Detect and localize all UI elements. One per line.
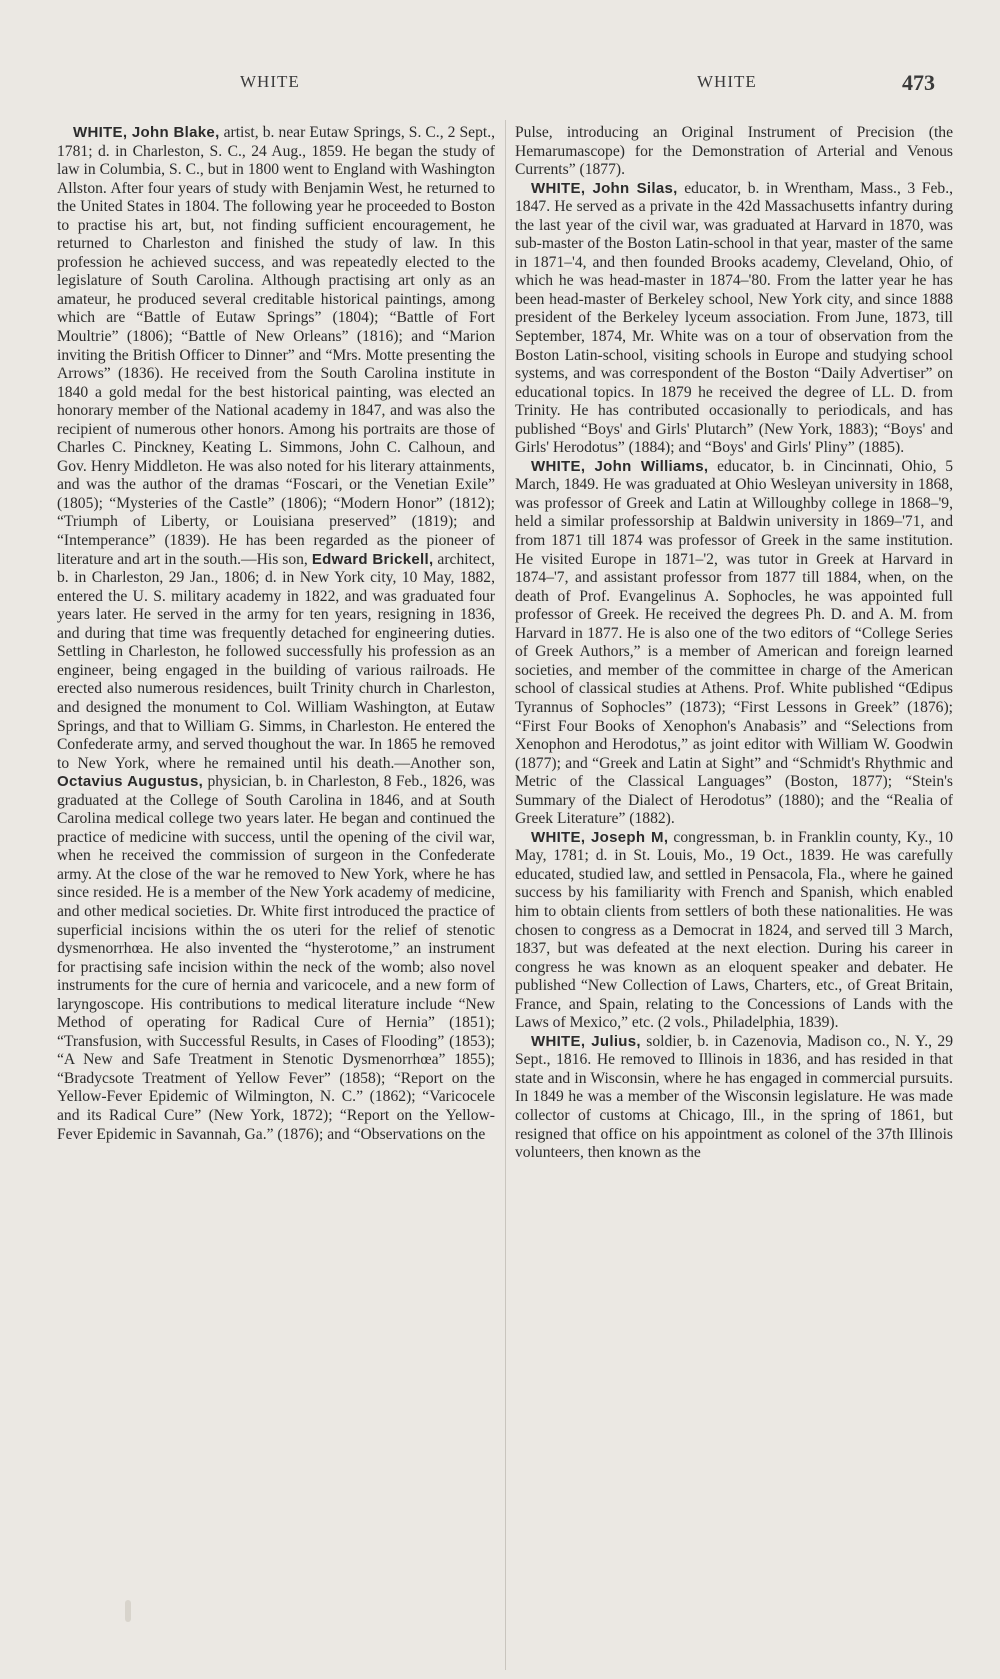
entry-john-blake-white xyxy=(57,124,495,1144)
sub-entry-heading: Octavius Augustus, xyxy=(57,773,204,791)
entry-body: artist, b. near Eutaw Springs, S. C., 2 Sept., 1781; d. in Charleston, S. C., 24 Aug., 1859. He began the study of law in Columbia, S. C., but in 1800 went to England with Washington Allston. After four years of study with Benjamin West, he returned to the United States in 1804. The following year he proceeded to Boston to practise his art, but, not finding sufficient encouragement, he returned to Charleston and finished the study of law. In this profession he achieved success, and was repeatedly elected to the legislature of South Carolina. Although practising art only as an amateur, he produced several creditable historical paintings, among which are “Battle of Eutaw Springs” (1804); “Battle of Fort Moultrie” (1806); “Battle of New Orleans” (1816); and “Marion inviting the British Officer to Dinner” and “Mrs. Motte presenting the Arrows” (1836). He received from the South Carolina institute in 1840 a gold medal for the best historical painting, was elected an honorary member of the National academy in 1847, and was also the recipient of numerous other honors. Among his portraits are those of Charles C. Pinckney, Keating L. Simmons, John C. Calhoun, and Gov. Henry Middleton. He was also noted for his literary attainments, and was the author of the dramas “Foscari, or the Venetian Exile” (1805); “Mysteries of the Castle” (1806); “Modern Honor” (1812); “Triumph of Liberty, or Louisiana preserved” (1819); and “Intemperance” (1839). He has been regarded as the pioneer of literature and art in the south.—His son, xyxy=(57,124,495,568)
entry-continuation: Pulse, introducing an Original Instrument of Precision (the Hemarumascope) for the Demonstration of Arterial and Venous Currents” (1877). xyxy=(515,124,953,179)
running-header xyxy=(0,70,1000,100)
page-number: 473 xyxy=(902,70,935,95)
left-column xyxy=(57,124,495,1144)
entry-body: soldier, b. in Cazenovia, Madison co., N. Y., 29 Sept., 1816. He removed to Illinois in 1836, and has resided in that state and in Wisconsin, where he has engaged in commercial pursuits. In 1849 he was a member of the Wisconsin legislature. He was made collector of customs at Chicago, Ill., in the spring of 1861, but resigned that office on his appointment as colonel of the 37th Illinois volunteers, then known as the xyxy=(515,1032,953,1162)
sub-entry-heading: Edward Brickell, xyxy=(311,550,434,568)
entry-body: educator, b. in Wrentham, Mass., 3 Feb., 1847. He served as a private in the 42d Massachusetts infantry during the last year of the civil war, was graduated at Harvard in 1870, was sub-master of the Boston Latin-school in that year, master of the same in 1871–'4, and then founded Brooks academy, Cleveland, Ohio, of which he was head-master in 1874–'80. From the latter year he has been head-master of Berkeley school, New York city, and since 1888 president of the Berkeley lyceum association. From June, 1873, till September, 1874, Mr. White was on a tour of observation from the Boston Latin-school, visiting schools in Europe and studying school systems, and was correspondent of the Boston “Daily Advertiser” on educational topics. In 1879 he received the degree of LL. D. from Trinity. He has contributed occasionally to periodicals, and has published “Boys' and Girls' Plutarch” (New York, 1883); “Boys' and Girls' Herodotus” (1884); and “Boys' and Girls' Pliny” (1885). xyxy=(515,179,953,457)
entry-body: congressman, b. in Franklin county, Ky., 10 May, 1781; d. in St. Louis, Mo., 19 Oct., 1839. He was carefully educated, studied law, and settled in Pensacola, Fla., where he gained success by his familiarity with French and Spanish, which enabled him to obtain clients from settlers of both these nationalities. He was chosen to congress as a Democrat in 1824, and served till 3 March, 1837, but was defeated at the next election. During his career in congress he was known as an eloquent speaker and debater. He published “New Collection of Laws, Charters, etc., of Great Britain, France, and Spain, relating to the Concessions of Lands with the Laws of Mexico,” etc. (2 vols., Philadelphia, 1839). xyxy=(515,828,954,1032)
entry-john-silas-white xyxy=(515,180,953,458)
entry-heading: WHITE, John Silas, xyxy=(531,179,678,197)
entry-heading: WHITE, Julius, xyxy=(531,1032,641,1050)
entry-body: educator, b. in Cincinnati, Ohio, 5 March, 1849. He was graduated at Ohio Wesleyan university in 1868, was professor of Greek and Latin at Willoughby college in 1868–'9, held a similar professorship at Baldwin university in 1869–'71, and from 1871 till 1874 was professor of Greek in the same institution. He visited Europe in 1871–'2, was tutor in Greek at Harvard in 1874–'7, and assistant professor from 1877 till 1884, when, on the death of Prof. Evangelinus A. Sophocles, he was appointed full professor of Greek. He received the degrees Ph. D. and A. M. from Harvard in 1877. He is also one of the two editors of “College Series of Greek Authors,” is a member of American and foreign learned societies, and member of the committee in charge of the American school of classical studies at Athens. Prof. White published “Œdipus Tyrannus of Sophocles” (1873); “First Lessons in Greek” (1876); “First Four Books of Xenophon's Anabasis” and “Selections from Xenophon and Herodotus,” as joint editor with William W. Goodwin (1877); and “Greek and Latin at Sight” and “Schmidt's Rhythmic and Metric of the Classical Languages” (Boston, 1877); “Stein's Summary of the Dialect of Herodotus” (1880); and the “Realia of Greek Literature” (1882). xyxy=(515,457,953,828)
header-right-title: WHITE xyxy=(697,72,757,91)
entry-heading: WHITE, John Blake, xyxy=(73,124,220,141)
entry-julius-white xyxy=(515,1033,953,1163)
right-column xyxy=(515,124,953,1163)
entry-john-williams-white xyxy=(515,458,953,829)
entry-heading: WHITE, Joseph M, xyxy=(531,828,669,846)
entry-body: architect, b. in Charleston, 29 Jan., 1806; d. in New York city, 10 May, 1882, entered the U. S. military academy in 1822, and was graduated four years later. He served in the army for ten years, resigning in 1836, and during that time was frequently detached for engineering duties. Settling in Charleston, he followed successfully his profession as an engineer, being engaged in the building of various railroads. He erected also numerous residences, built Trinity church in Charleston, and designed the monument to Col. William Washington, at Eutaw Springs, and that to William G. Simms, in Charleston. He entered the Confederate army, and served thoughout the war. In 1865 he removed to New York, where he remained until his death.—Another son, xyxy=(57,550,495,772)
entry-body: physician, b. in Charleston, 8 Feb., 1826, was graduated at the College of South Carolina in 1846, and at South Carolina medical college two years later. He began and continued the practice of medicine with success, until the opening of the civil war, when he received the commission of surgeon in the Confederate army. At the close of the war he removed to New York, where he has since resided. He is a member of the New York academy of medicine, and other medical societies. Dr. White first introduced the practice of superficial incisions within the os uteri for the relief of stenotic dysmenorrhœa. He also invented the “hysterotome,” an instrument for practising safe incision within the neck of the womb; also novel instruments for the cure of hernia and varicocele, and a new form of laryngoscope. His contributions to medical literature include “New Method of operating for Radical Cure of Hernia” (1851); “Transfusion, with Successful Results, in Cases of Flooding” (1853); “A New and Safe Treatment in Stenotic Dysmenorrhœa” 1855); “Bradycsote Treatment of Yellow Fever” (1858); “Report on the Yellow-Fever Epidemic of Wilmington, N. C.” (1862); “Varicocele and its Radical Cure” (New York, 1872); “Report on the Yellow-Fever Epidemic in Savannah, Ga.” (1876); and “Observations on the xyxy=(57,773,495,1143)
header-left-title: WHITE xyxy=(240,72,300,91)
paper-stain xyxy=(125,1600,131,1622)
entry-heading: WHITE, John Williams, xyxy=(531,457,709,475)
entry-joseph-m-white xyxy=(515,829,953,1033)
column-divider xyxy=(505,120,506,1670)
